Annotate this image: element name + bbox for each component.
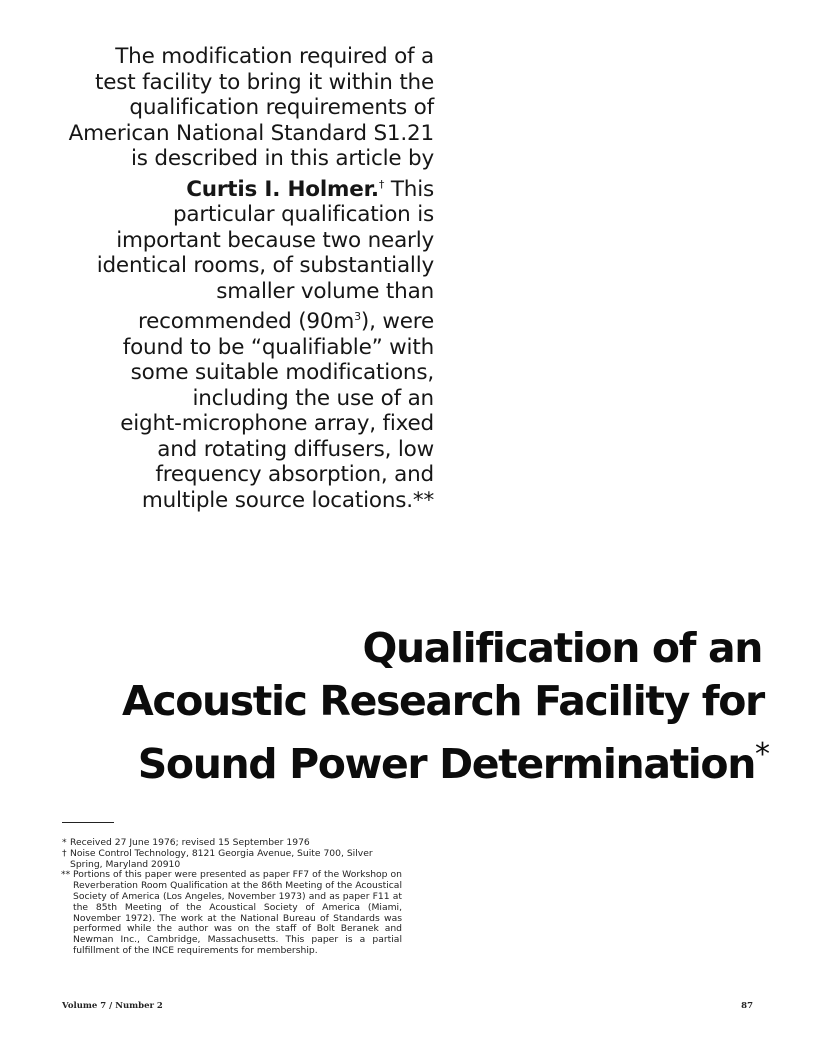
abstract-line: some suitable modifications, (130, 360, 434, 385)
author-name: Curtis I. Holmer. (186, 176, 379, 202)
abstract-line: smaller volume than (216, 278, 434, 304)
volume-superscript: 3 (354, 310, 361, 323)
abstract-line: important because two nearly (116, 227, 434, 253)
title-footnote-star: * (755, 737, 770, 772)
volume-line (40, 304, 434, 335)
page-number: 87 (741, 1001, 753, 1011)
footnote-mark: ** (61, 869, 71, 881)
footnote-portions (62, 870, 402, 956)
title-line-3 (130, 728, 770, 791)
footnote-text: Received 27 June 1976; revised 15 September 1976 (70, 837, 310, 848)
title-line-2: Acoustic Research Facility for (122, 677, 764, 725)
abstract-line: American National Standard S1.21 (68, 120, 434, 146)
footnote-mark: † (62, 847, 67, 859)
footnote-text: Portions of this paper were presented as paper FF7 of the Workshop on Reverberation Room Qualification at the 86th Meeting of the Acoustical Society of America (Los Angeles, November 1973) and as paper F11 at the 85th Meeting of the Acoustical Society of America (Miami, November 1972). The work at the National Bureau of Standards was performed while the author was on the staff of Bolt Beranek and Newman Inc., Cambridge, Massachusetts. This paper is a partial fulfillment of the INCE requirements for membership. (73, 869, 402, 956)
abstract-line: including the use of an (192, 385, 434, 411)
abstract-line: and rotating diffusers, low (157, 436, 434, 462)
abstract-line: qualification requirements of (129, 95, 434, 120)
volume-number: Volume 7 / Number 2 (62, 1001, 163, 1011)
abstract-line: The modification required of a (115, 44, 434, 69)
abstract-line: is described in this article by (130, 146, 434, 171)
volume-suffix: ), were (360, 309, 434, 334)
author-line (40, 172, 434, 203)
article-title (122, 622, 770, 791)
volume-prefix: recommended (90m (137, 309, 355, 334)
title-line-3-text: Sound Power Determination (137, 740, 755, 788)
abstract-line: found to be “qualifiable” with (122, 334, 434, 360)
title-line-1: Qualification of an (362, 624, 762, 672)
footnote-mark: * (62, 837, 67, 848)
abstract-line: eight-microphone array, fixed (120, 411, 434, 436)
author-line-suffix: This (384, 176, 434, 202)
abstract (40, 44, 434, 513)
author-footnote-mark: † (378, 177, 385, 191)
footnotes (62, 838, 402, 957)
abstract-line: frequency absorption, and (155, 462, 434, 487)
abstract-line: identical rooms, of substantially (96, 253, 434, 278)
footnote-text: Noise Control Technology, 8121 Georgia Avenue, Suite 700, Silver Spring, Maryland 20910 (70, 847, 373, 870)
abstract-line: multiple source locations.** (141, 487, 434, 513)
abstract-line: test facility to bring it within the (95, 69, 434, 95)
abstract-line: particular qualification is (172, 202, 434, 227)
footnote-divider (62, 822, 114, 823)
footnote-affiliation (62, 849, 402, 871)
